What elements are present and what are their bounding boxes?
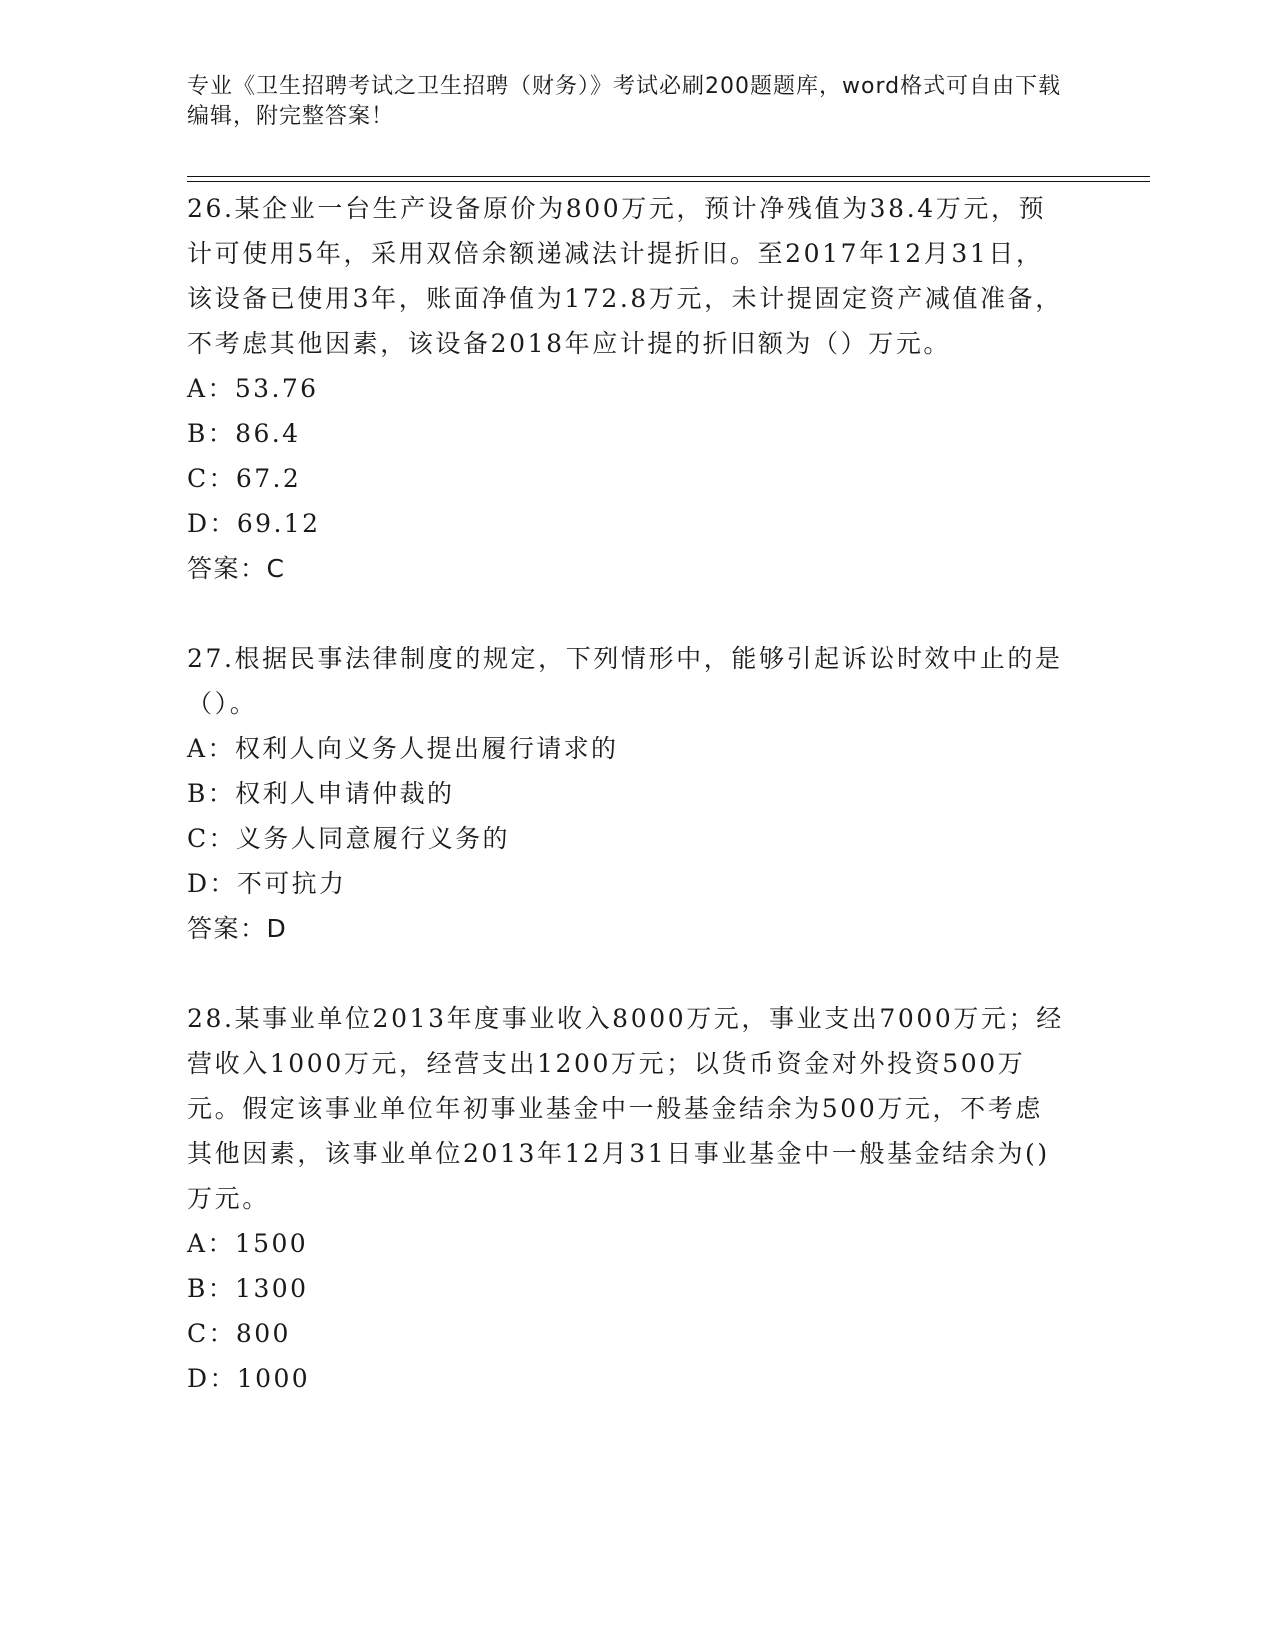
option-c: C：义务人同意履行义务的 — [187, 824, 510, 853]
option-list — [187, 726, 1067, 906]
answer-line: 答案：D — [187, 914, 288, 943]
option-b: B：1300 — [187, 1274, 309, 1303]
question-26 — [187, 186, 1067, 591]
option-a: A：53.76 — [187, 374, 319, 403]
option-d: D：69.12 — [187, 509, 321, 538]
option-d: D：不可抗力 — [187, 869, 347, 898]
spacer — [187, 951, 1067, 996]
option-d: D：1000 — [187, 1364, 311, 1393]
question-list — [187, 186, 1067, 1401]
question-text: 26.某企业一台生产设备原价为800万元，预计净残值为38.4万元，预计可使用5年，采用双倍余额递减法计提折旧。至2017年12月31日，该设备已使用3年，账面净值为172.8万元，未计提固定资产减值准备，不考虑其他因素，该设备2018年应计提的折旧额为（）万元。 — [187, 194, 1063, 358]
question-28 — [187, 996, 1067, 1401]
question-text: 27.根据民事法律制度的规定，下列情形中，能够引起诉讼时效中止的是（）。 — [187, 644, 1063, 718]
question-27 — [187, 636, 1067, 951]
option-c: C：800 — [187, 1319, 291, 1348]
spacer — [187, 591, 1067, 636]
header-divider-top — [187, 176, 1150, 177]
option-list — [187, 366, 1067, 546]
header-divider-bottom — [187, 181, 1150, 182]
question-text: 28.某事业单位2013年度事业收入8000万元，事业支出7000万元；经营收入1000万元，经营支出1200万元；以货币资金对外投资500万元。假定该事业单位年初事业基金中一般基金结余为500万元，不考虑其他因素，该事业单位2013年12月31日事业基金中一般基金结余为()万元。 — [187, 1004, 1064, 1213]
option-b: B：权利人申请仲裁的 — [187, 779, 455, 808]
option-a: A：1500 — [187, 1229, 309, 1258]
page-header: 专业《卫生招聘考试之卫生招聘（财务）》考试必刷200题题库，word格式可自由下载编辑，附完整答案！ — [187, 74, 1062, 129]
option-list — [187, 1221, 1067, 1401]
answer-line: 答案：C — [187, 554, 286, 583]
option-c: C：67.2 — [187, 464, 302, 493]
option-a: A：权利人向义务人提出履行请求的 — [187, 734, 619, 763]
option-b: B：86.4 — [187, 419, 301, 448]
